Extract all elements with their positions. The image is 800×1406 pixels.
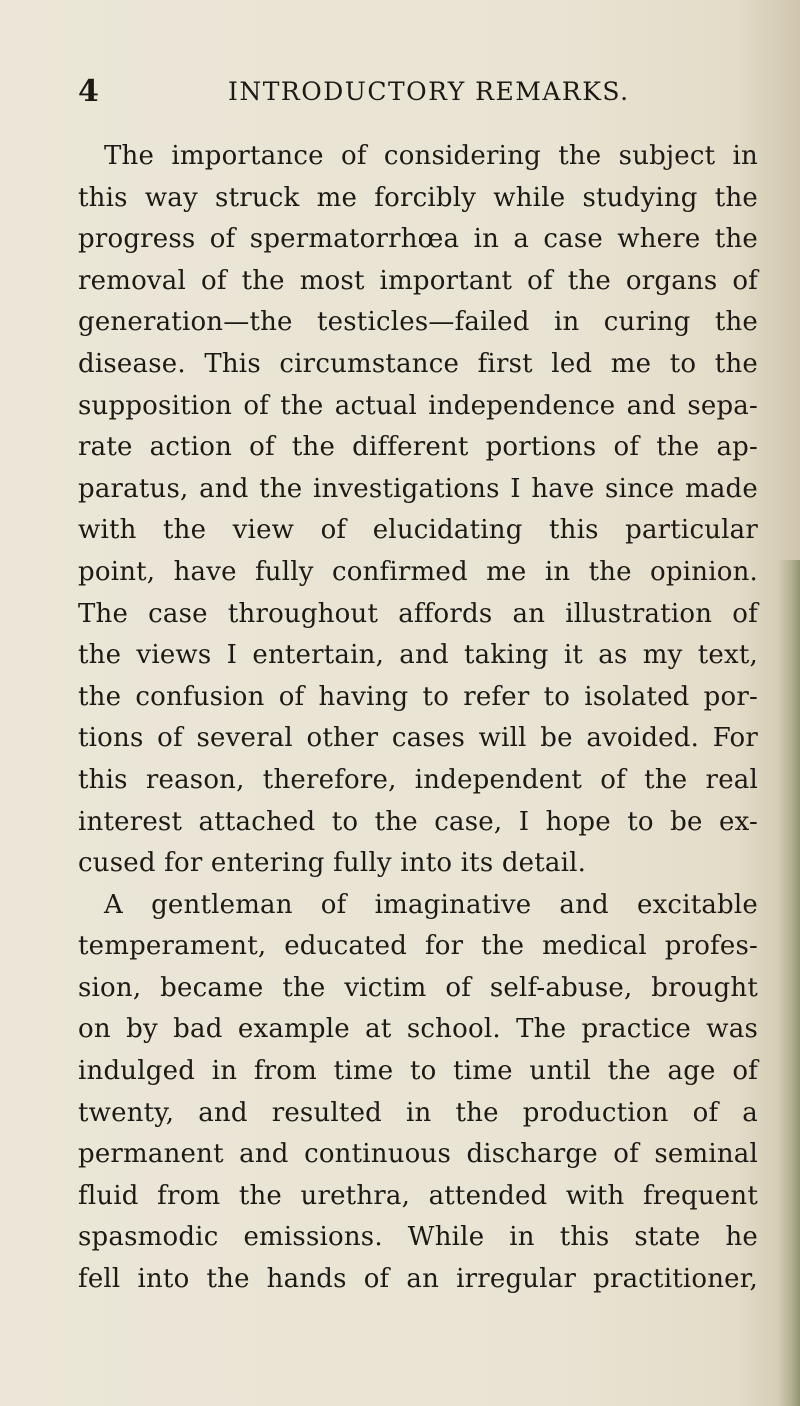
text-line: this reason, therefore, independent of the real xyxy=(78,764,758,795)
text-line: twenty, and resulted in the production of a xyxy=(78,1097,758,1128)
page-number: 4 xyxy=(78,74,99,109)
text-line: The importance of considering the subject in xyxy=(104,141,758,171)
text-line: on by bad example at school. The practice was xyxy=(78,1014,758,1045)
text-line: sion, became the victim of self-abuse, brought xyxy=(78,972,758,1003)
text-line: tions of several other cases will be avoided. For xyxy=(78,723,758,754)
text-line: this way struck me forcibly while studying the xyxy=(78,182,758,213)
text-line: The case throughout affords an illustration of xyxy=(78,598,758,629)
text-line: the views I entertain, and taking it as my text, xyxy=(78,640,758,671)
text-line: disease. This circumstance first led me to the xyxy=(78,348,758,379)
text-line: cused for entering fully into its detail. xyxy=(78,848,587,879)
text-line: point, have fully confirmed me in the opinion. xyxy=(78,556,758,587)
text-line: permanent and continuous discharge of seminal xyxy=(78,1139,758,1170)
text-line: paratus, and the investigations I have since made xyxy=(78,473,758,504)
page-header xyxy=(78,72,718,112)
body-text xyxy=(78,136,758,1301)
text-line: fluid from the urethra, attended with frequent xyxy=(78,1180,758,1211)
text-line: rate action of the different portions of the ap- xyxy=(78,432,758,463)
text-line: generation—the testicles—failed in curing the xyxy=(78,307,758,338)
text-line: spasmodic emissions. While in this state he xyxy=(78,1222,758,1253)
page-edge-shadow xyxy=(778,560,800,1406)
text-line: removal of the most important of the organs of xyxy=(78,265,758,296)
text-line: indulged in from time to time until the age of xyxy=(78,1056,758,1087)
text-line: the confusion of having to refer to isolated por- xyxy=(78,681,758,712)
text-line: fell into the hands of an irregular practitioner, xyxy=(78,1264,758,1295)
text-line: with the view of elucidating this particular xyxy=(78,515,758,546)
text-line: interest attached to the case, I hope to be ex- xyxy=(78,806,758,837)
text-line: progress of spermatorrhœa in a case where the xyxy=(78,224,758,255)
text-line: temperament, educated for the medical profes- xyxy=(78,931,758,962)
text-line: supposition of the actual independence and sepa- xyxy=(78,390,758,421)
running-head: INTRODUCTORY REMARKS. xyxy=(228,77,630,106)
text-line: A gentleman of imaginative and excitable xyxy=(104,889,758,920)
